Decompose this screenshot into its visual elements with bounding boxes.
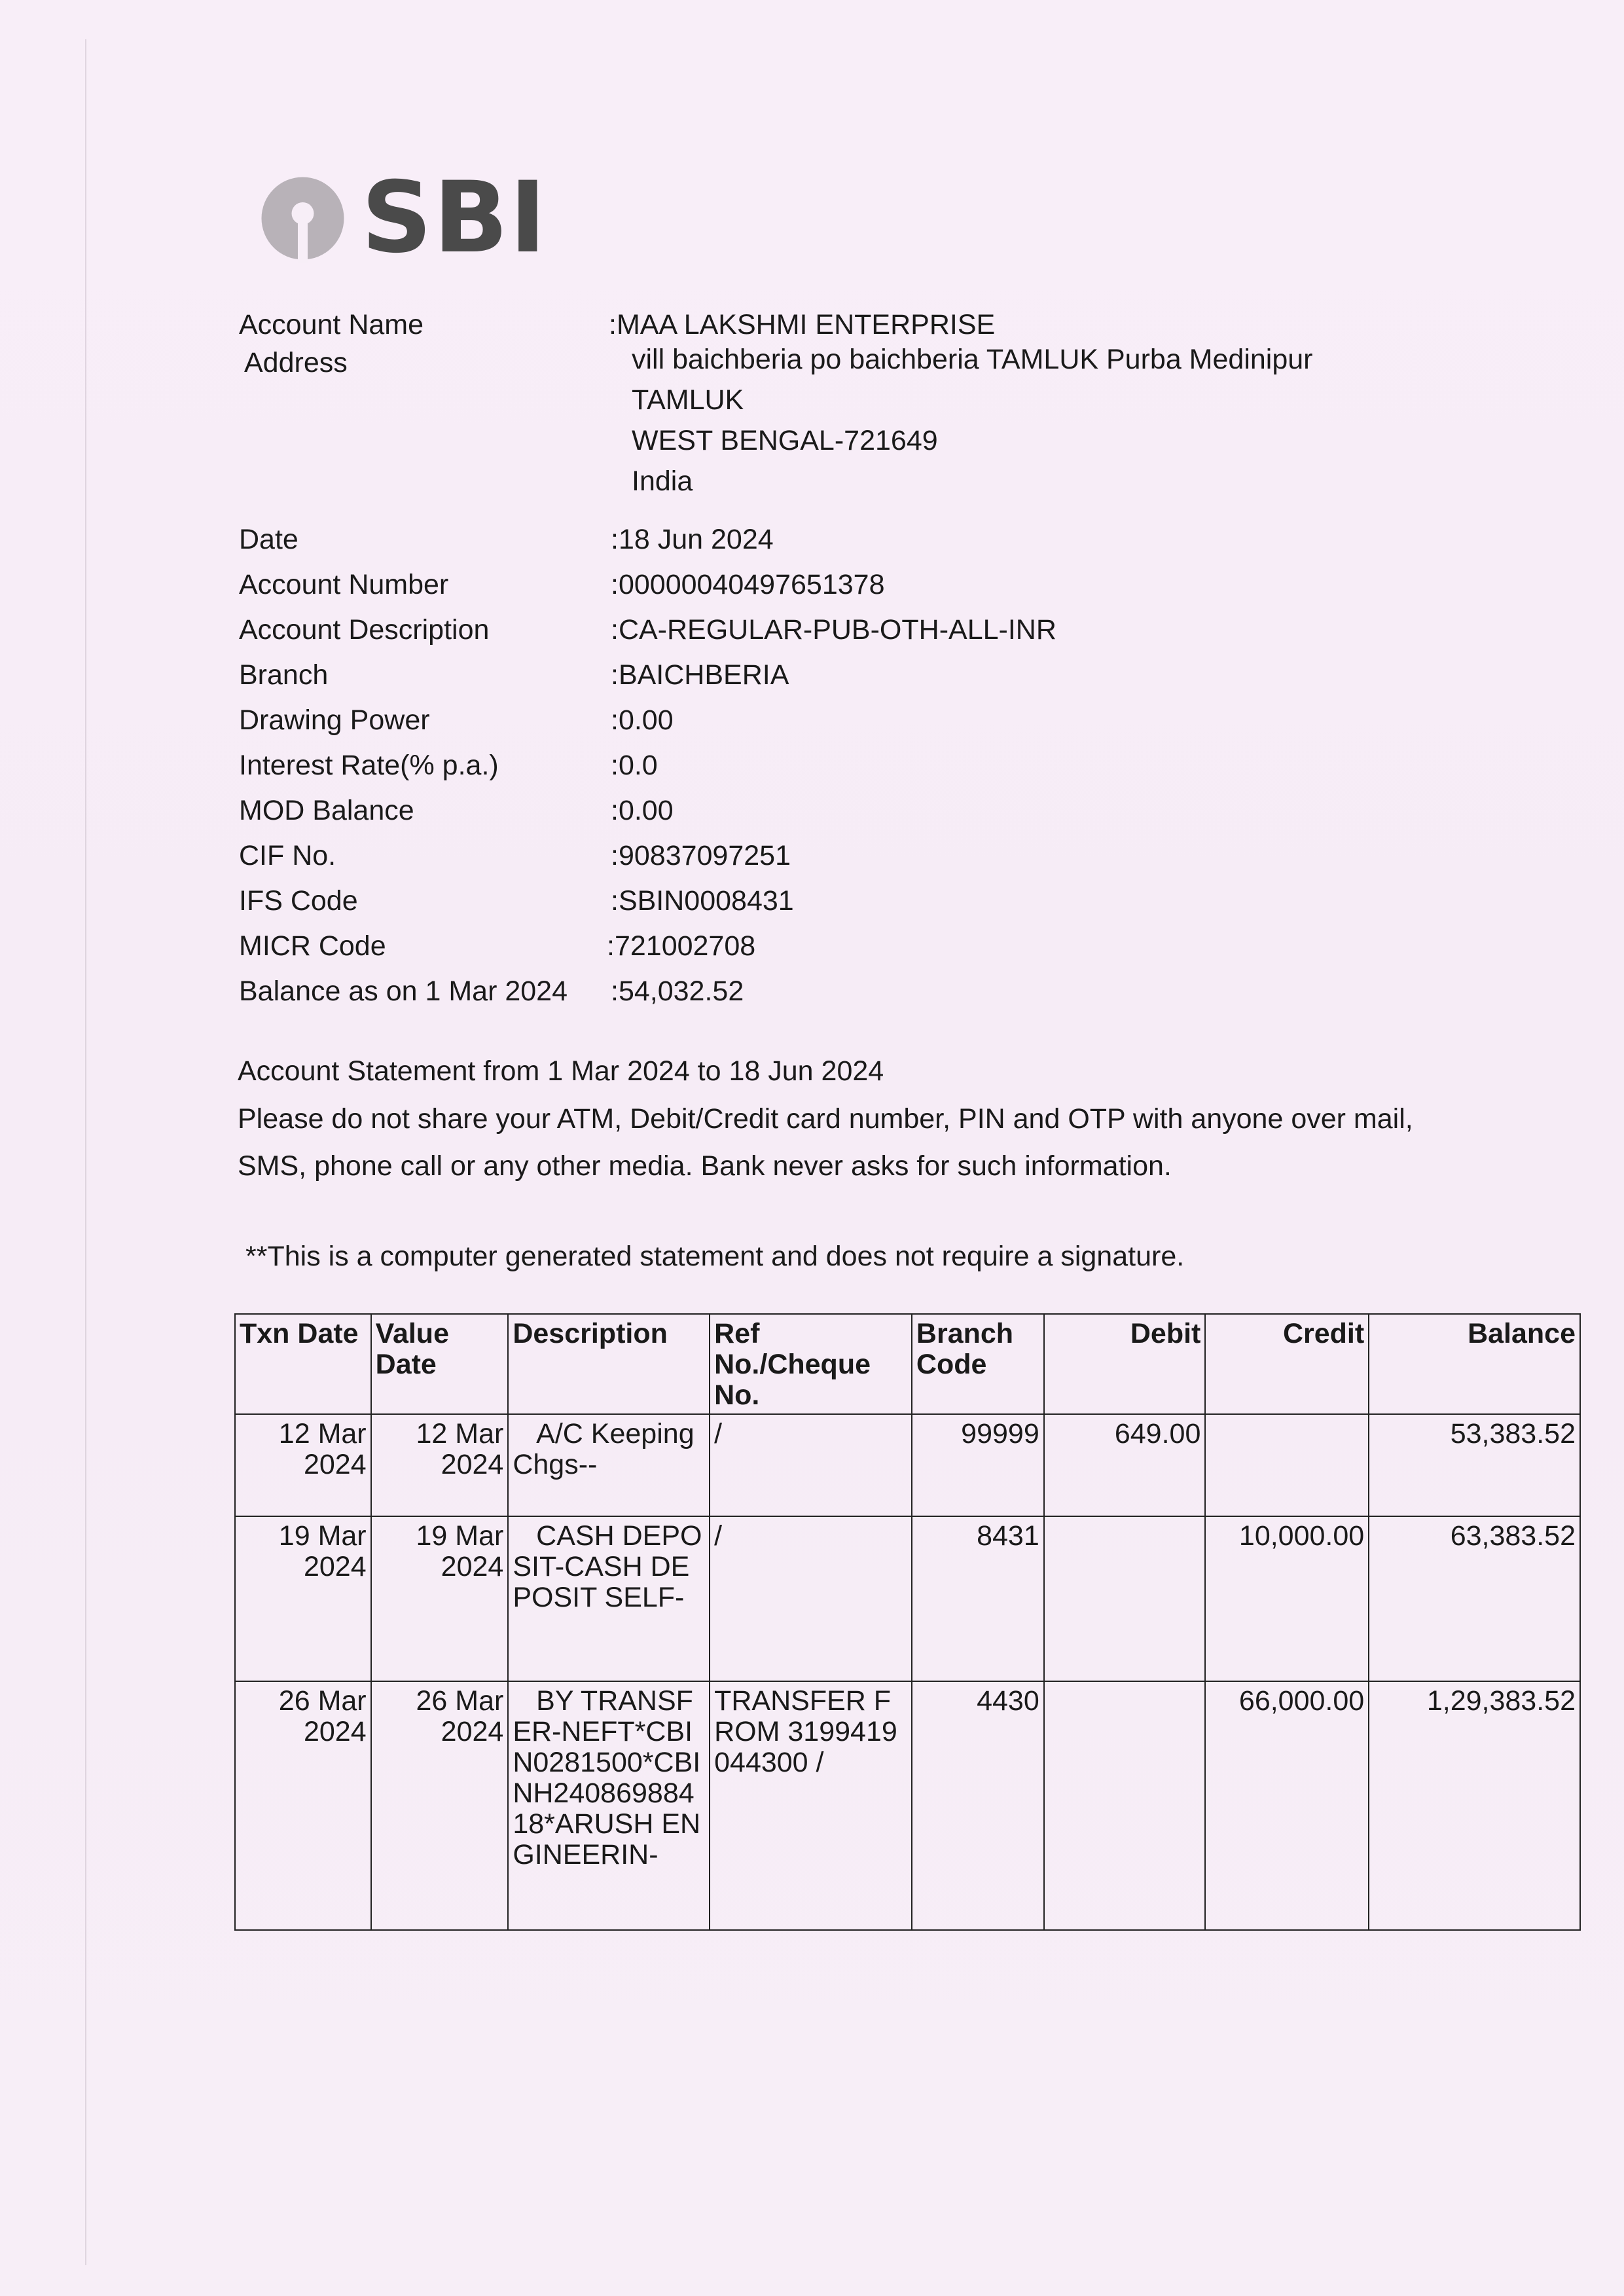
detail-value: :721002708	[607, 930, 756, 962]
detail-label: Date	[239, 524, 298, 555]
account-name-label: Account Name	[239, 309, 424, 340]
detail-label: Drawing Power	[239, 704, 430, 736]
header-txn-date: Txn Date	[235, 1314, 371, 1414]
header-branch-code: Branch Code	[912, 1314, 1044, 1414]
detail-value: :0.0	[611, 750, 658, 781]
detail-label: Balance as on 1 Mar 2024	[239, 975, 568, 1007]
table-row	[235, 1681, 1580, 1930]
cell-balance: 63,383.52	[1369, 1516, 1580, 1681]
cell-txn-date: 19 Mar 2024	[235, 1516, 371, 1681]
cell-balance: 53,383.52	[1369, 1414, 1580, 1516]
detail-label: MOD Balance	[239, 795, 414, 826]
header-credit: Credit	[1205, 1314, 1369, 1414]
detail-label: Account Description	[239, 614, 490, 646]
detail-value: :54,032.52	[611, 975, 744, 1007]
header-balance: Balance	[1369, 1314, 1580, 1414]
cell-description: CASH DEPOSIT-CASH DEPOSIT SELF-	[508, 1516, 710, 1681]
cell-value-date: 19 Mar 2024	[371, 1516, 509, 1681]
detail-value: :00000040497651378	[611, 569, 885, 600]
sbi-keyhole-icon	[259, 174, 347, 263]
cell-debit	[1044, 1681, 1206, 1930]
detail-value: :CA-REGULAR-PUB-OTH-ALL-INR	[611, 614, 1056, 646]
security-warning-line: SMS, phone call or any other media. Bank never asks for such information.	[238, 1150, 1172, 1182]
address-label: Address	[244, 347, 348, 378]
cell-txn-date: 12 Mar 2024	[235, 1414, 371, 1516]
detail-value: :90837097251	[611, 840, 791, 871]
detail-label: MICR Code	[239, 930, 386, 962]
detail-label: Branch	[239, 659, 329, 691]
detail-value: :0.00	[611, 795, 674, 826]
cell-branch-code: 4430	[912, 1681, 1044, 1930]
detail-value: :0.00	[611, 704, 674, 736]
detail-label: Interest Rate(% p.a.)	[239, 750, 499, 781]
cell-txn-date: 26 Mar 2024	[235, 1681, 371, 1930]
header-ref: Ref No./Cheque No.	[710, 1314, 912, 1414]
logo-text: SBI	[361, 161, 548, 275]
security-warning-line: Please do not share your ATM, Debit/Credit card number, PIN and OTP with anyone over mail,	[238, 1103, 1413, 1135]
transactions-table	[234, 1313, 1581, 1931]
detail-label: IFS Code	[239, 885, 358, 917]
cell-credit: 10,000.00	[1205, 1516, 1369, 1681]
detail-label: CIF No.	[239, 840, 336, 871]
header-value-date: Value Date	[371, 1314, 509, 1414]
detail-value: :18 Jun 2024	[611, 524, 774, 555]
address-line: WEST BENGAL-721649	[632, 425, 938, 456]
address-line: India	[632, 465, 693, 497]
cell-description: A/C Keeping Chgs--	[508, 1414, 710, 1516]
address-line: vill baichberia po baichberia TAMLUK Purba Medinipur	[632, 344, 1313, 375]
cell-value-date: 12 Mar 2024	[371, 1414, 509, 1516]
statement-period: Account Statement from 1 Mar 2024 to 18 Jun 2024	[238, 1055, 884, 1087]
cell-credit	[1205, 1414, 1369, 1516]
account-name-value: :MAA LAKSHMI ENTERPRISE	[609, 309, 996, 340]
computer-generated-note: **This is a computer generated statement and does not require a signature.	[245, 1241, 1185, 1272]
cell-ref: /	[710, 1414, 912, 1516]
cell-ref: /	[710, 1516, 912, 1681]
detail-value: :BAICHBERIA	[611, 659, 789, 691]
table-header-row	[235, 1314, 1580, 1414]
cell-credit: 66,000.00	[1205, 1681, 1369, 1930]
bank-logo	[259, 161, 548, 275]
cell-debit: 649.00	[1044, 1414, 1206, 1516]
scan-edge-line	[85, 39, 86, 2265]
detail-label: Account Number	[239, 569, 449, 600]
cell-description: BY TRANSFER-NEFT*CBIN0281500*CBINH24086988418*ARUSH ENGINEERIN-	[508, 1681, 710, 1930]
address-line: TAMLUK	[632, 384, 744, 416]
header-debit: Debit	[1044, 1314, 1206, 1414]
cell-debit	[1044, 1516, 1206, 1681]
table-row	[235, 1516, 1580, 1681]
detail-value: :SBIN0008431	[611, 885, 794, 917]
cell-value-date: 26 Mar 2024	[371, 1681, 509, 1930]
cell-branch-code: 99999	[912, 1414, 1044, 1516]
cell-balance: 1,29,383.52	[1369, 1681, 1580, 1930]
table-row	[235, 1414, 1580, 1516]
cell-ref: TRANSFER FROM 3199419044300 /	[710, 1681, 912, 1930]
cell-branch-code: 8431	[912, 1516, 1044, 1681]
header-description: Description	[508, 1314, 710, 1414]
